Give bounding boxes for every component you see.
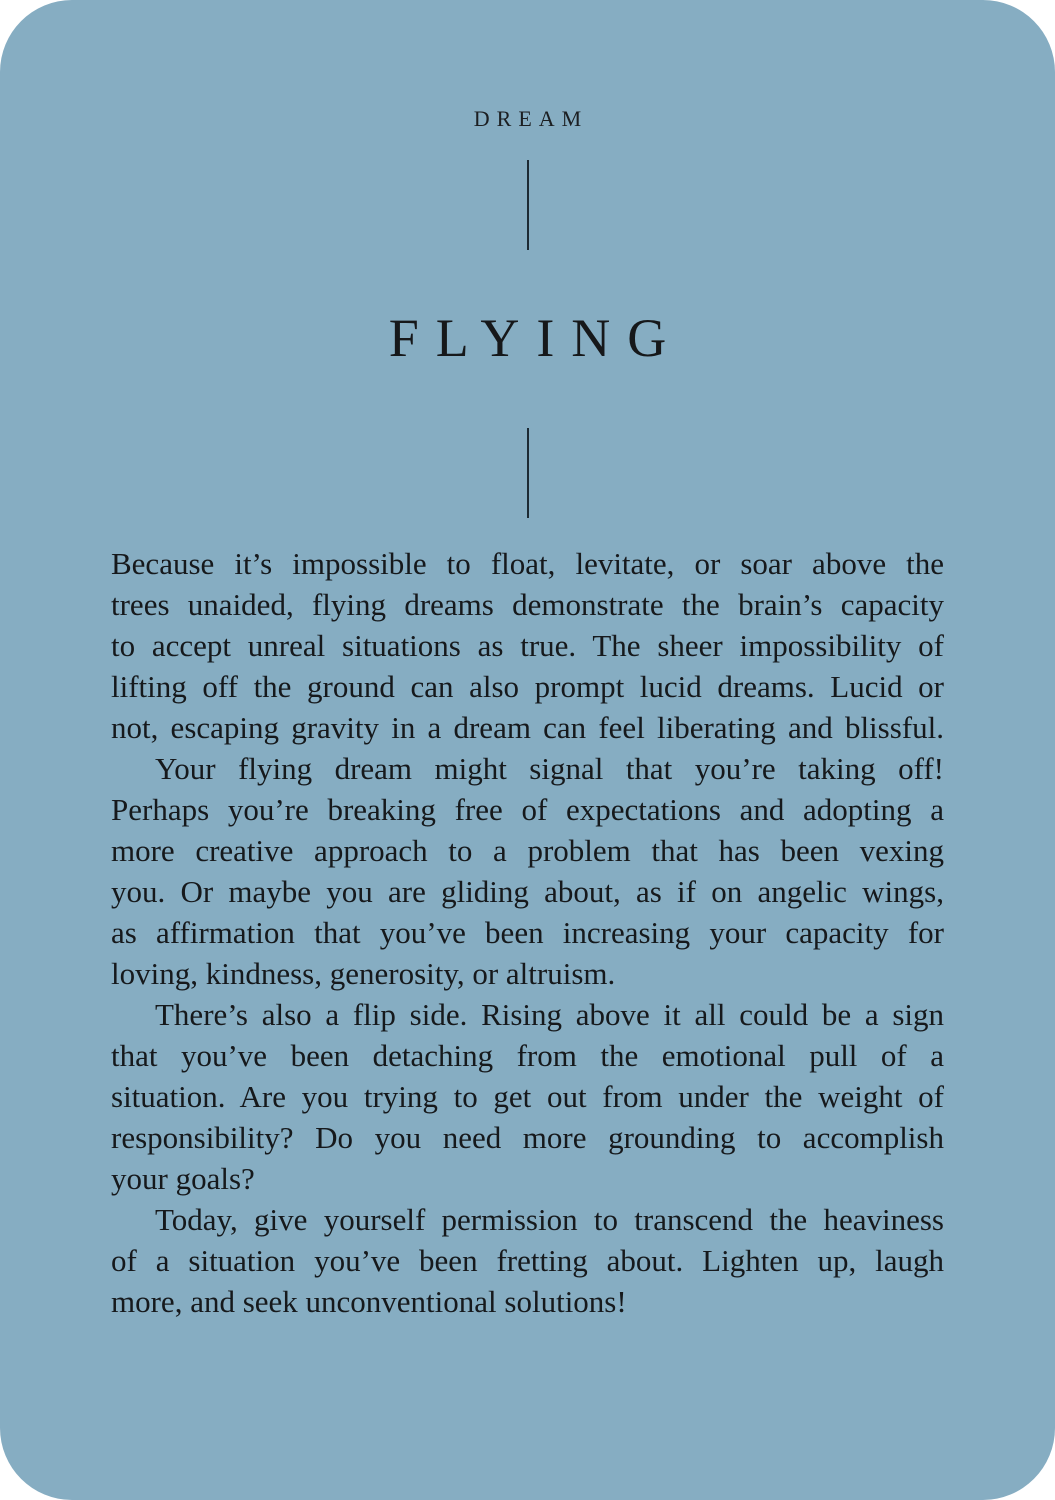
card-title: FLYING (388, 308, 684, 368)
text-line: There’s also a flip side. Rising above it all could be a sign (155, 997, 944, 1032)
text-line: not, escaping gravity in a dream can feel liberating and blissful. (111, 710, 944, 745)
text-line: trees unaided, flying dreams demonstrate the brain’s capacity (111, 587, 944, 622)
text-line: more, and seek unconventional solutions! (111, 1284, 627, 1319)
paragraph-1 (111, 543, 944, 748)
paragraph-2 (111, 748, 944, 994)
text-line: that you’ve been detaching from the emotional pull of a (111, 1038, 944, 1073)
top-divider-line (527, 160, 529, 250)
text-line: more creative approach to a problem that has been vexing (111, 833, 944, 868)
text-line: your goals? (111, 1161, 255, 1196)
text-line: Perhaps you’re breaking free of expectations and adopting a (111, 792, 944, 827)
text-line: Your flying dream might signal that you’re taking off! (155, 751, 944, 786)
card-category: DREAM (473, 106, 589, 131)
text-line: Today, give yourself permission to transcend the heaviness (155, 1202, 944, 1237)
text-line: Because it’s impossible to float, levitate, or soar above the (111, 546, 944, 581)
text-line: to accept unreal situations as true. The sheer impossibility of (111, 628, 944, 663)
text-line: lifting off the ground can also prompt lucid dreams. Lucid or (111, 669, 944, 704)
paragraph-4 (111, 1199, 944, 1322)
text-line: loving, kindness, generosity, or altruism. (111, 956, 616, 991)
text-line: of a situation you’ve been fretting about. Lighten up, laugh (111, 1243, 944, 1278)
text-line: you. Or maybe you are gliding about, as if on angelic wings, (111, 874, 944, 909)
bottom-divider-line (527, 428, 529, 518)
text-line: as affirmation that you’ve been increasing your capacity for (111, 915, 944, 950)
card-body-text (111, 543, 944, 1322)
paragraph-3 (111, 994, 944, 1199)
text-line: situation. Are you trying to get out from under the weight of (111, 1079, 944, 1114)
text-line: responsibility? Do you need more grounding to accomplish (111, 1120, 944, 1155)
